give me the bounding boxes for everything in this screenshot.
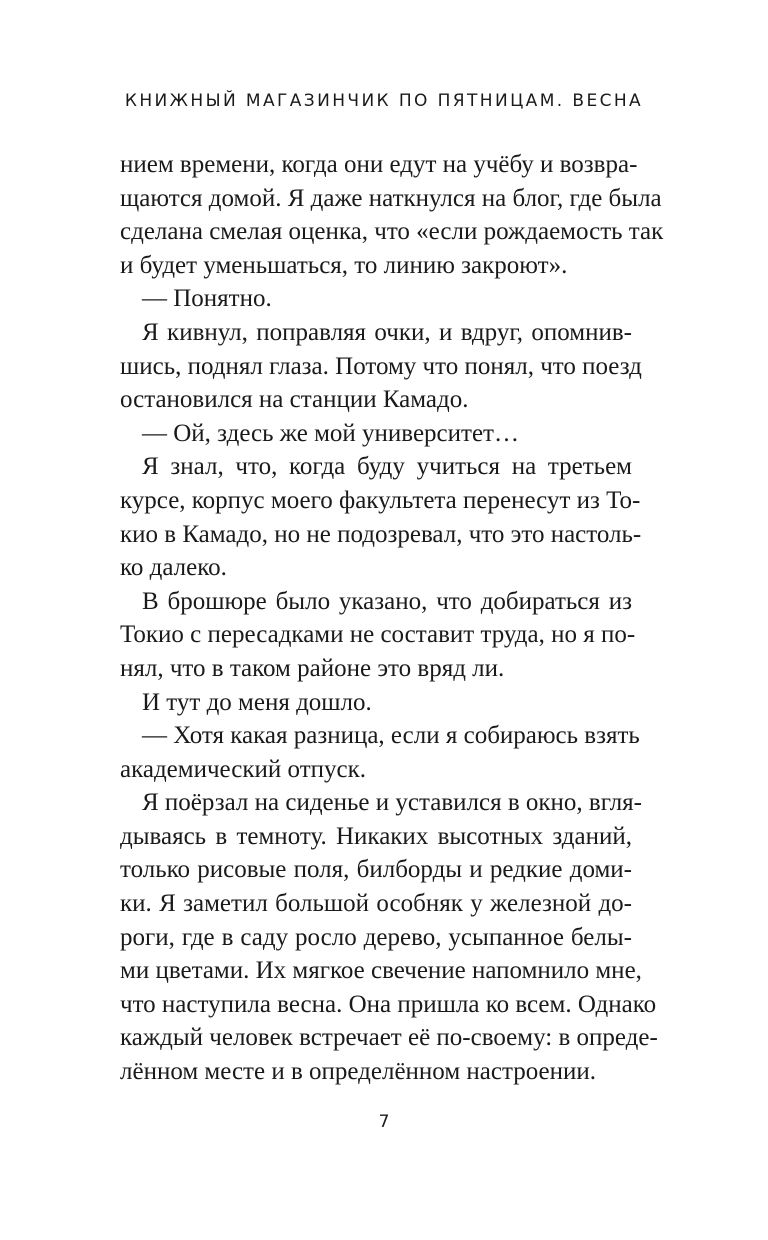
- text-line: дываясь в темноту. Никаких высотных зданий,: [120, 822, 632, 850]
- paragraph-start: Я кивнул, поправляя очки, и вдруг, опомнив-: [142, 318, 632, 346]
- text-line: курсе, корпус моего факультета перенесут из То-: [120, 486, 641, 514]
- text-line: что наступила весна. Она пришла ко всем. Однако: [120, 990, 657, 1018]
- text-line: нял, что в таком районе это вряд ли.: [120, 654, 505, 682]
- text-line: шись, поднял глаза. Потому что понял, что поезд: [120, 352, 642, 380]
- text-line: сделана смелая оценка, что «если рождаемость так: [120, 218, 664, 246]
- dialogue-line: — Понятно.: [142, 285, 272, 313]
- text-line: каждый человек встречает её по-своему: в опреде-: [120, 1024, 658, 1052]
- text-line: щаются домой. Я даже наткнулся на блог, где была: [120, 184, 662, 212]
- text-line: остановился на станции Камадо.: [120, 386, 469, 414]
- text-line: Токио с пересадками не составит труда, но я по-: [120, 621, 636, 649]
- paragraph-start: Я поёрзал на сиденье и уставился в окно, вгля-: [142, 789, 642, 817]
- paragraph-start: В брошюре было указано, что добираться из: [142, 587, 632, 615]
- text-line: кио в Камадо, но не подозревал, что это настоль-: [120, 520, 642, 548]
- text-line: лённом месте и в определённом настроении.: [120, 1058, 596, 1086]
- paragraph-start: И тут до меня дошло.: [142, 688, 372, 716]
- paragraph-start: Я знал, что, когда буду учиться на третьем: [142, 453, 632, 481]
- text-line: нием времени, когда они едут на учёбу и возвра-: [120, 151, 638, 178]
- text-line: роги, где в саду росло дерево, усыпанное белы-: [120, 923, 632, 951]
- text-line: академический отпуск.: [120, 755, 366, 783]
- dialogue-line: — Хотя какая разница, если я собираюсь взять: [142, 722, 640, 750]
- text-line: ки. Я заметил большой особняк у железной до-: [120, 890, 632, 918]
- text-line: только рисовые поля, билборды и редкие доми-: [120, 856, 632, 884]
- text-line: ко далеко.: [120, 554, 227, 582]
- page-number: 7: [378, 1112, 390, 1132]
- text-line: и будет уменьшаться, то линию закроют».: [120, 251, 568, 279]
- running-header: КНИЖНЫЙ МАГАЗИНЧИК ПО ПЯТНИЦАМ. ВЕСНА: [124, 91, 644, 111]
- dialogue-line: — Ой, здесь же мой университет…: [142, 419, 519, 447]
- text-line: ми цветами. Их мягкое свечение напомнило мне,: [120, 957, 642, 985]
- body-text: [120, 148, 664, 1089]
